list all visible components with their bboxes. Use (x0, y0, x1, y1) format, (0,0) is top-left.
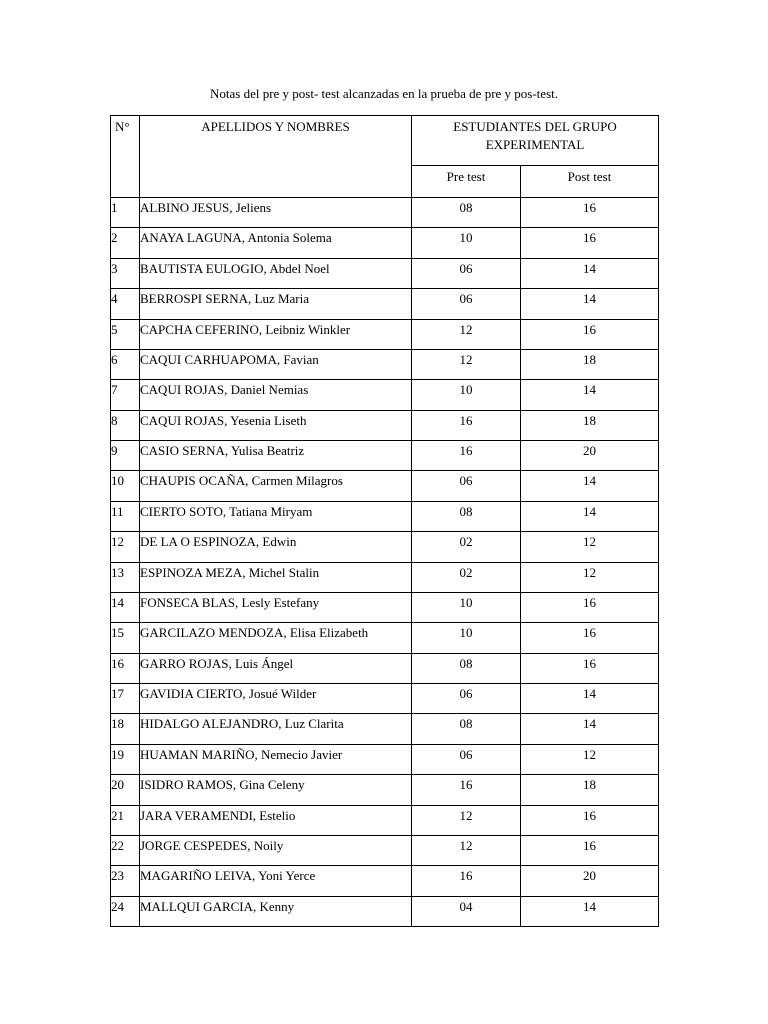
student-name: ESPINOZA MEZA, Michel Stalin (140, 562, 412, 592)
header-row (111, 116, 659, 166)
table-row (111, 653, 659, 683)
student-name: CASIO SERNA, Yulisa Beatriz (140, 441, 412, 471)
row-number: 9 (111, 441, 140, 471)
student-name: GARRO ROJAS, Luis Ángel (140, 653, 412, 683)
table-row (111, 623, 659, 653)
pre-test-score: 16 (412, 410, 521, 440)
pre-test-score: 08 (412, 501, 521, 531)
post-test-score: 16 (521, 835, 659, 865)
post-test-score: 16 (521, 592, 659, 622)
table-row (111, 471, 659, 501)
table-row (111, 349, 659, 379)
row-number: 18 (111, 714, 140, 744)
row-number: 5 (111, 319, 140, 349)
post-test-score: 16 (521, 228, 659, 258)
table-row (111, 501, 659, 531)
post-test-score: 14 (521, 471, 659, 501)
pre-test-score: 10 (412, 228, 521, 258)
table-row (111, 258, 659, 288)
table-row (111, 441, 659, 471)
pre-test-score: 04 (412, 896, 521, 926)
post-test-score: 16 (521, 653, 659, 683)
row-number: 17 (111, 684, 140, 714)
pre-test-score: 10 (412, 380, 521, 410)
pre-test-score: 06 (412, 289, 521, 319)
row-number: 16 (111, 653, 140, 683)
student-name: MALLQUI GARCIA, Kenny (140, 896, 412, 926)
row-number: 15 (111, 623, 140, 653)
student-name: JARA VERAMENDI, Estelio (140, 805, 412, 835)
student-name: CAQUI ROJAS, Yesenia Liseth (140, 410, 412, 440)
post-test-score: 16 (521, 198, 659, 228)
post-test-score: 18 (521, 410, 659, 440)
table-row (111, 562, 659, 592)
student-name: CIERTO SOTO, Tatiana Miryam (140, 501, 412, 531)
header-number: N° (111, 116, 140, 198)
row-number: 6 (111, 349, 140, 379)
pre-test-score: 10 (412, 623, 521, 653)
student-name: HUAMAN MARIÑO, Nemecio Javier (140, 744, 412, 774)
row-number: 3 (111, 258, 140, 288)
post-test-score: 12 (521, 532, 659, 562)
pre-test-score: 08 (412, 198, 521, 228)
header-group: ESTUDIANTES DEL GRUPO EXPERIMENTAL (412, 116, 659, 166)
pre-test-score: 02 (412, 562, 521, 592)
table-row (111, 592, 659, 622)
pre-test-score: 16 (412, 866, 521, 896)
table-row (111, 805, 659, 835)
pre-test-score: 06 (412, 471, 521, 501)
row-number: 12 (111, 532, 140, 562)
row-number: 22 (111, 835, 140, 865)
table-row (111, 228, 659, 258)
pre-test-score: 08 (412, 714, 521, 744)
table-row (111, 410, 659, 440)
row-number: 7 (111, 380, 140, 410)
post-test-score: 14 (521, 714, 659, 744)
table-row (111, 684, 659, 714)
table-row (111, 198, 659, 228)
row-number: 13 (111, 562, 140, 592)
post-test-score: 20 (521, 866, 659, 896)
table-body (111, 198, 659, 927)
post-test-score: 18 (521, 775, 659, 805)
pre-test-score: 12 (412, 805, 521, 835)
pre-test-score: 16 (412, 441, 521, 471)
post-test-score: 14 (521, 289, 659, 319)
pre-test-score: 12 (412, 349, 521, 379)
student-name: CHAUPIS OCAÑA, Carmen Milagros (140, 471, 412, 501)
table-row (111, 714, 659, 744)
pre-test-score: 06 (412, 684, 521, 714)
header-pre-test: Pre test (412, 166, 521, 198)
pre-test-score: 02 (412, 532, 521, 562)
pre-test-score: 06 (412, 744, 521, 774)
table-row (111, 896, 659, 926)
grades-table (110, 115, 659, 927)
post-test-score: 14 (521, 258, 659, 288)
header-post-test: Post test (521, 166, 659, 198)
post-test-score: 14 (521, 501, 659, 531)
row-number: 11 (111, 501, 140, 531)
table-row (111, 866, 659, 896)
table-row (111, 380, 659, 410)
table-row (111, 289, 659, 319)
header-names: APELLIDOS Y NOMBRES (140, 116, 412, 198)
pre-test-score: 06 (412, 258, 521, 288)
student-name: JORGE CESPEDES, Noily (140, 835, 412, 865)
row-number: 8 (111, 410, 140, 440)
post-test-score: 12 (521, 562, 659, 592)
pre-test-score: 12 (412, 319, 521, 349)
row-number: 14 (111, 592, 140, 622)
pre-test-score: 08 (412, 653, 521, 683)
post-test-score: 14 (521, 380, 659, 410)
post-test-score: 20 (521, 441, 659, 471)
row-number: 2 (111, 228, 140, 258)
student-name: GAVIDIA CIERTO, Josué Wilder (140, 684, 412, 714)
table-row (111, 835, 659, 865)
student-name: ANAYA LAGUNA, Antonia Solema (140, 228, 412, 258)
row-number: 21 (111, 805, 140, 835)
student-name: CAQUI CARHUAPOMA, Favian (140, 349, 412, 379)
student-name: ISIDRO RAMOS, Gina Celeny (140, 775, 412, 805)
row-number: 20 (111, 775, 140, 805)
post-test-score: 16 (521, 319, 659, 349)
student-name: MAGARIÑO LEIVA, Yoni Yerce (140, 866, 412, 896)
pre-test-score: 12 (412, 835, 521, 865)
table-row (111, 775, 659, 805)
table-caption: Notas del pre y post- test alcanzadas en la prueba de pre y pos-test. (210, 86, 558, 101)
row-number: 23 (111, 866, 140, 896)
row-number: 24 (111, 896, 140, 926)
student-name: BAUTISTA EULOGIO, Abdel Noel (140, 258, 412, 288)
student-name: CAQUI ROJAS, Daniel Nemias (140, 380, 412, 410)
student-name: BERROSPI SERNA, Luz Maria (140, 289, 412, 319)
row-number: 10 (111, 471, 140, 501)
student-name: CAPCHA CEFERINO, Leibniz Winkler (140, 319, 412, 349)
row-number: 19 (111, 744, 140, 774)
table-row (111, 532, 659, 562)
post-test-score: 16 (521, 623, 659, 653)
row-number: 4 (111, 289, 140, 319)
post-test-score: 18 (521, 349, 659, 379)
student-name: FONSECA BLAS, Lesly Estefany (140, 592, 412, 622)
pre-test-score: 16 (412, 775, 521, 805)
table-row (111, 744, 659, 774)
student-name: GARCILAZO MENDOZA, Elisa Elizabeth (140, 623, 412, 653)
student-name: ALBINO JESUS, Jeliens (140, 198, 412, 228)
post-test-score: 12 (521, 744, 659, 774)
table-row (111, 319, 659, 349)
student-name: DE LA O ESPINOZA, Edwin (140, 532, 412, 562)
post-test-score: 16 (521, 805, 659, 835)
post-test-score: 14 (521, 684, 659, 714)
post-test-score: 14 (521, 896, 659, 926)
row-number: 1 (111, 198, 140, 228)
student-name: HIDALGO ALEJANDRO, Luz Clarita (140, 714, 412, 744)
pre-test-score: 10 (412, 592, 521, 622)
